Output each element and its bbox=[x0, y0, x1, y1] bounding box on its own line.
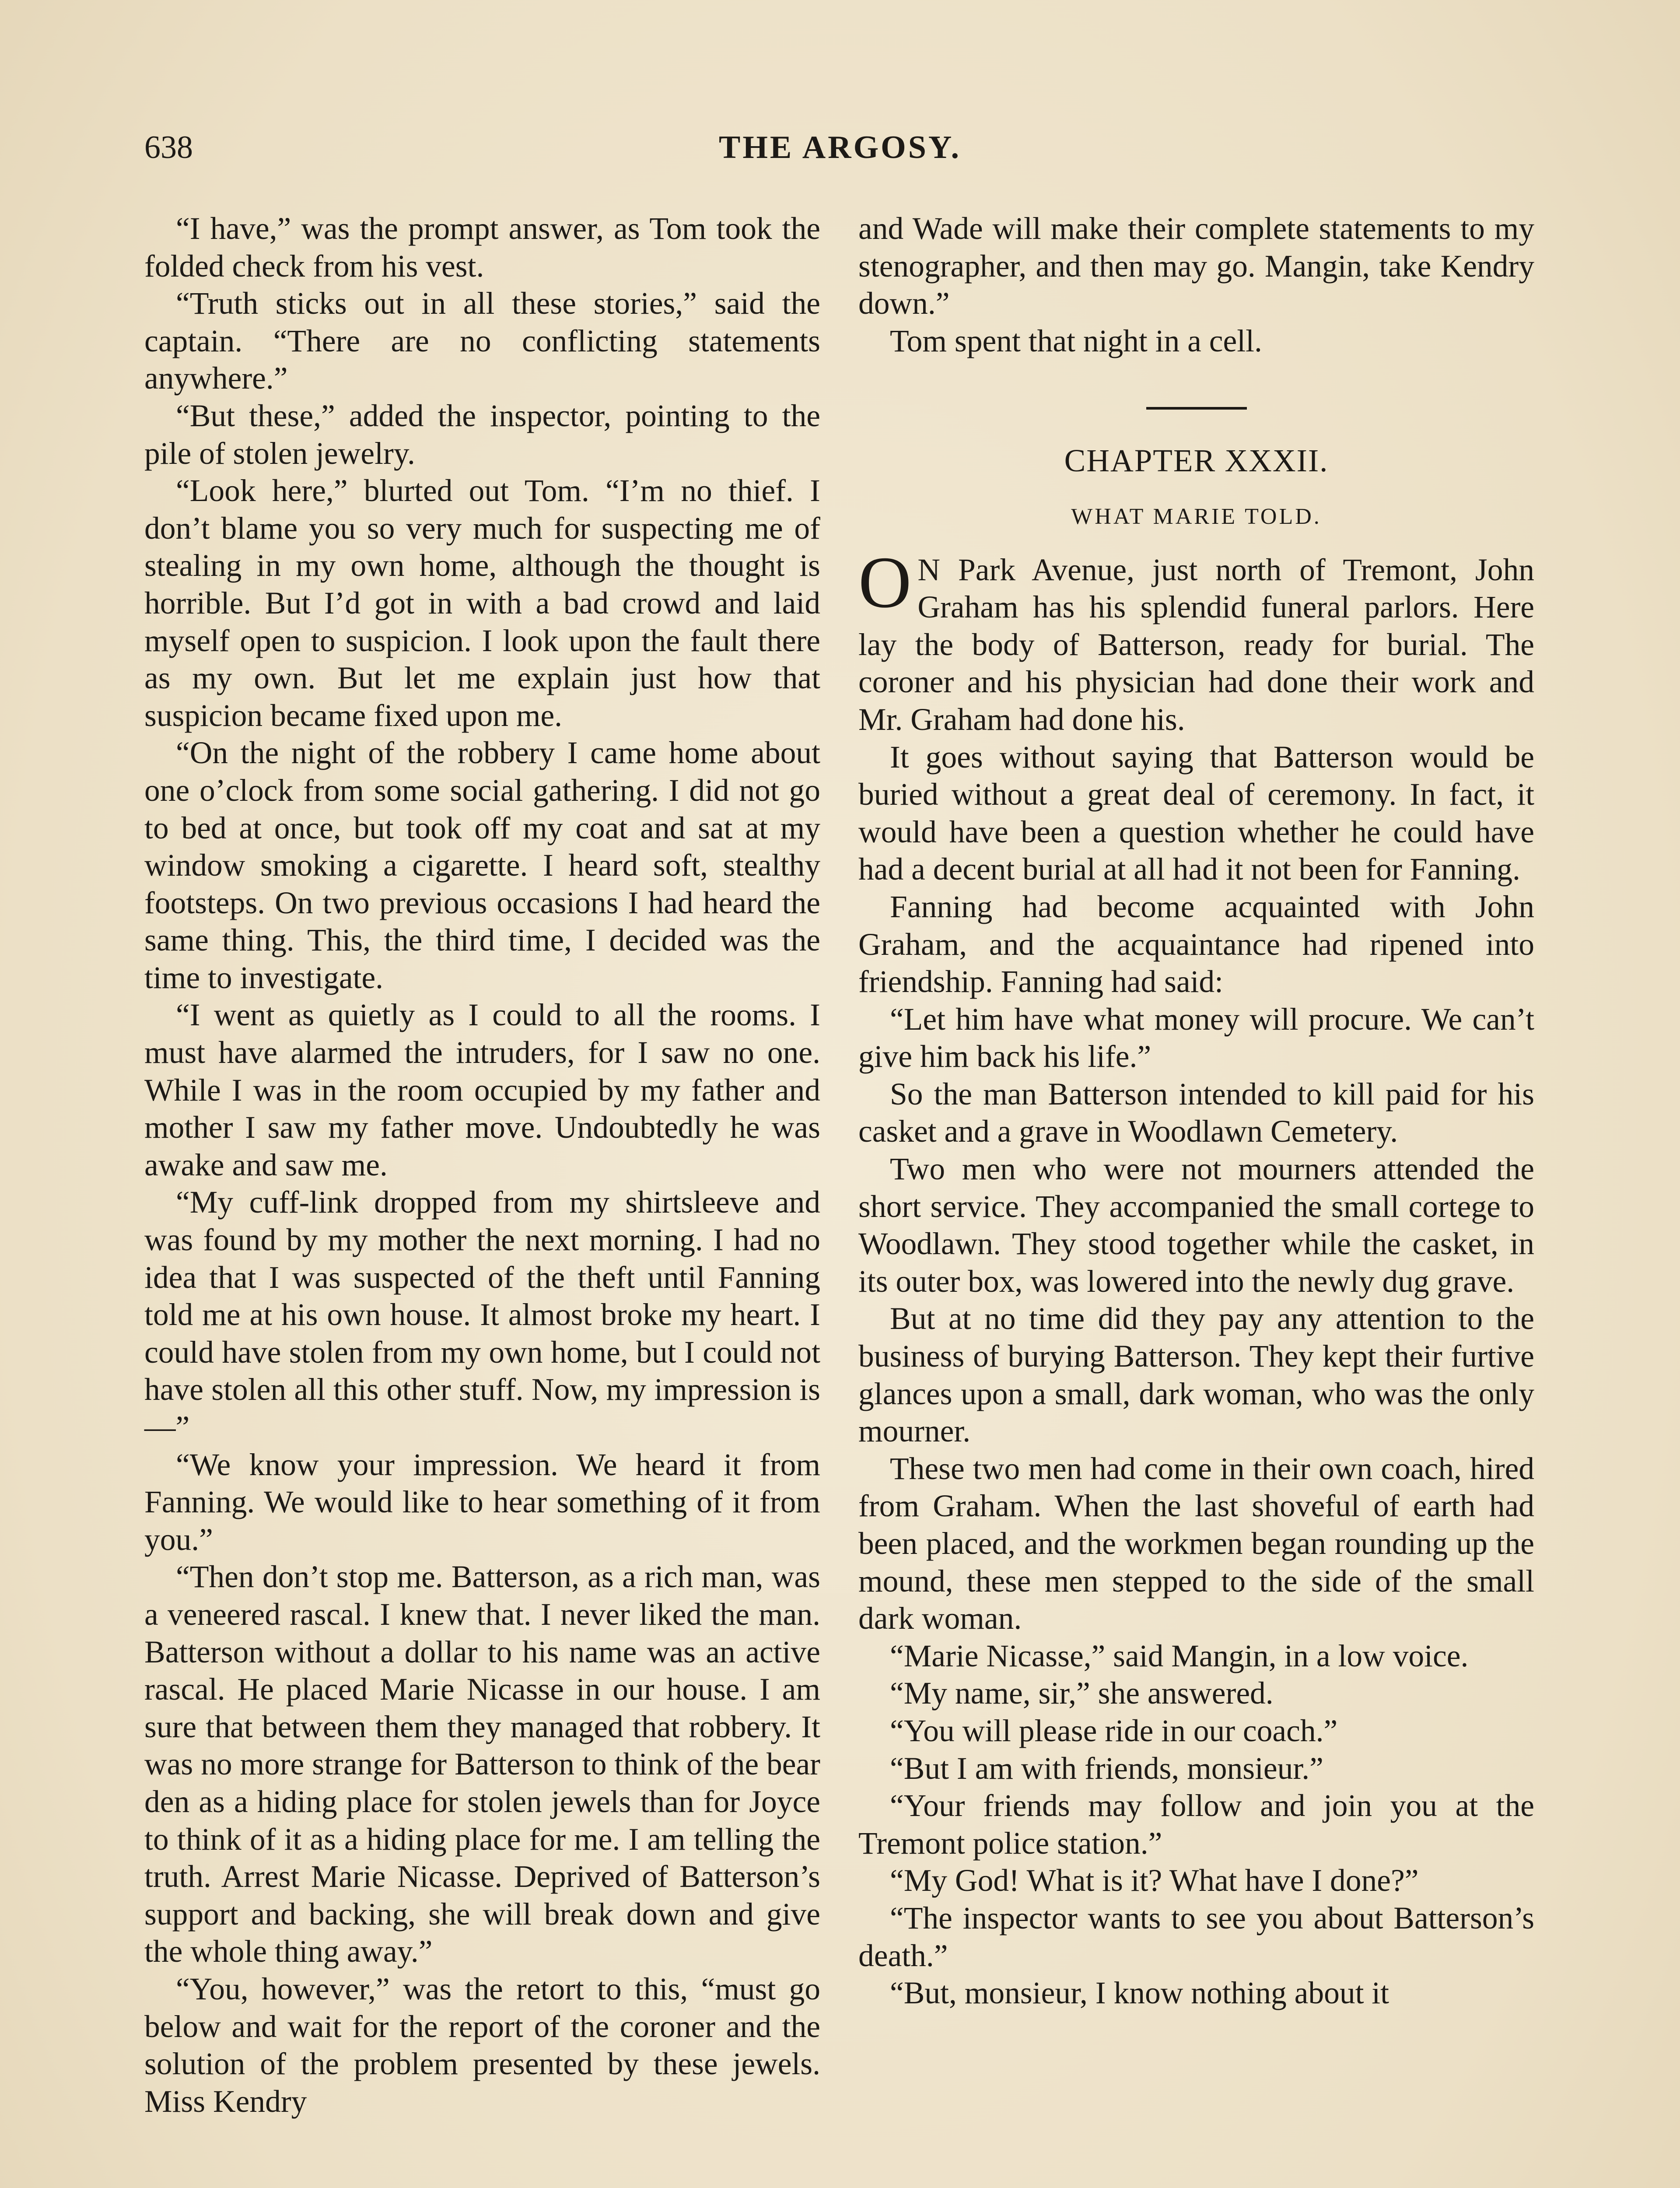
chapter-subtitle: WHAT MARIE TOLD. bbox=[1071, 504, 1322, 529]
page-header bbox=[144, 129, 1536, 177]
opening-text: N Park Avenue, just north of Tremont, John Graham has his splendid funeral parlors. Here lay the body of Batterson, ready for burial. The coroner and his physician had done their work and Mr. Graham had done his. bbox=[858, 552, 1534, 737]
paragraph: “On the night of the robbery I came home about one o’clock from some social gathering. I did not go to bed at once, but took off my coat and sat at my window smoking a cigarette. I heard soft, stealthy footsteps. On two previous occasions I had heard the same thing. This, the third time, I decided was the time to investigate. bbox=[144, 736, 820, 995]
running-head: THE ARGOSY. bbox=[719, 130, 961, 165]
paragraph: So the man Batterson intended to kill paid for his casket and a grave in Woodlawn Cemetery. bbox=[858, 1076, 1534, 1149]
paragraph: It goes without saying that Batterson would be buried without a great deal of ceremony. In fact, it would have been a question whether he could have had a decent burial at all had it not been for Fanning. bbox=[858, 740, 1534, 887]
paragraph: These two men had come in their own coach, hired from Graham. When the last shoveful of earth had been placed, and the workmen began rounding up the mound, these men stepped to the side of the small dark woman. bbox=[858, 1451, 1534, 1636]
chapter-title: CHAPTER XXXII. bbox=[1064, 443, 1329, 479]
paragraph: “My God! What is it? What have I done?” bbox=[890, 1863, 1419, 1898]
left-column bbox=[144, 210, 820, 2120]
paragraph: But at no time did they pay any attention to the business of burying Batterson. They kept their furtive glances upon a small, dark woman, who was the only mourner. bbox=[858, 1301, 1534, 1449]
paragraph: “The inspector wants to see you about Batterson’s death.” bbox=[858, 1900, 1534, 1973]
paragraph: Two men who were not mourners attended the short service. They accompanied the small cortege to Woodlawn. They stood together while the casket, in its outer box, was lowered into the newly dug grave. bbox=[858, 1152, 1534, 1299]
paragraph: “Your friends may follow and join you at the Tremont police station.” bbox=[858, 1788, 1534, 1861]
paragraph: “I went as quietly as I could to all the rooms. I must have alarmed the intruders, for I saw no one. While I was in the room occupied by my father and mother I saw my father move. Undoubtedly he was awake and saw me. bbox=[144, 998, 820, 1182]
paragraph: “Truth sticks out in all these stories,” said the captain. “There are no conflicting statements anywhere.” bbox=[144, 286, 820, 396]
paragraph: Fanning had become acquainted with John Graham, and the acquaintance had ripened into friendship. Fanning had said: bbox=[858, 889, 1534, 999]
paragraph: “You, however,” was the retort to this, “must go below and wait for the report of the coroner and the solution of the problem presented by these jewels. Miss Kendry bbox=[144, 1971, 820, 2119]
paragraph: “We know your impression. We heard it from Fanning. We would like to hear something of it from you.” bbox=[144, 1447, 820, 1557]
paragraph: Tom spent that night in a cell. bbox=[890, 323, 1262, 358]
section-divider bbox=[1146, 407, 1247, 410]
paragraph: “But I am with friends, monsieur.” bbox=[890, 1751, 1323, 1786]
paragraph: “But these,” added the inspector, pointing to the pile of stolen jewelry. bbox=[144, 398, 820, 471]
paragraph: “Then don’t stop me. Batterson, as a rich man, was a veneered rascal. I knew that. I never liked the man. Batterson without a dollar to his name was an active rascal. He placed Marie Nicasse in our house. I am sure that between them they managed that robbery. It was no more strange for Batterson to think of the bear den as a hiding place for stolen jewels than for Joyce to think of it as a hiding place for me. I am telling the truth. Arrest Marie Nicasse. Deprived of Batterson’s support and backing, she will break down and give the whole thing away.” bbox=[144, 1560, 820, 1969]
chapter-opening-paragraph bbox=[858, 541, 1534, 739]
paragraph: and Wade will make their complete statements to my stenographer, and then may go. Mangin, take Kendry down.” bbox=[858, 211, 1534, 321]
paragraph: “Marie Nicasse,” said Mangin, in a low voice. bbox=[890, 1638, 1469, 1673]
page-number: 638 bbox=[144, 130, 193, 165]
paragraph: “You will please ride in our coach.” bbox=[890, 1713, 1338, 1748]
paragraph: “But, monsieur, I know nothing about it bbox=[890, 1976, 1390, 2011]
paragraph: “My name, sir,” she answered. bbox=[890, 1676, 1274, 1711]
drop-cap: O bbox=[858, 541, 912, 623]
paragraph: “Let him have what money will procure. We can’t give him back his life.” bbox=[858, 1002, 1534, 1074]
right-column bbox=[858, 210, 1534, 2012]
paragraph: “Look here,” blurted out Tom. “I’m no thief. I don’t blame you so very much for suspecting me of stealing in my own home, although the thought is horrible. But I’d got in with a bad crowd and laid myself open to suspicion. I look upon the fault there as my own. But let me explain just how that suspicion became fixed upon me. bbox=[144, 473, 820, 733]
paragraph: “I have,” was the prompt answer, as Tom took the folded check from his vest. bbox=[144, 211, 820, 284]
paragraph: “My cuff-link dropped from my shirtsleeve and was found by my mother the next morning. I had no idea that I was suspected of the theft until Fanning told me at his own house. It almost broke my heart. I could have stolen from my own home, but I could not have stolen all this other stuff. Now, my impression is—” bbox=[144, 1185, 820, 1445]
